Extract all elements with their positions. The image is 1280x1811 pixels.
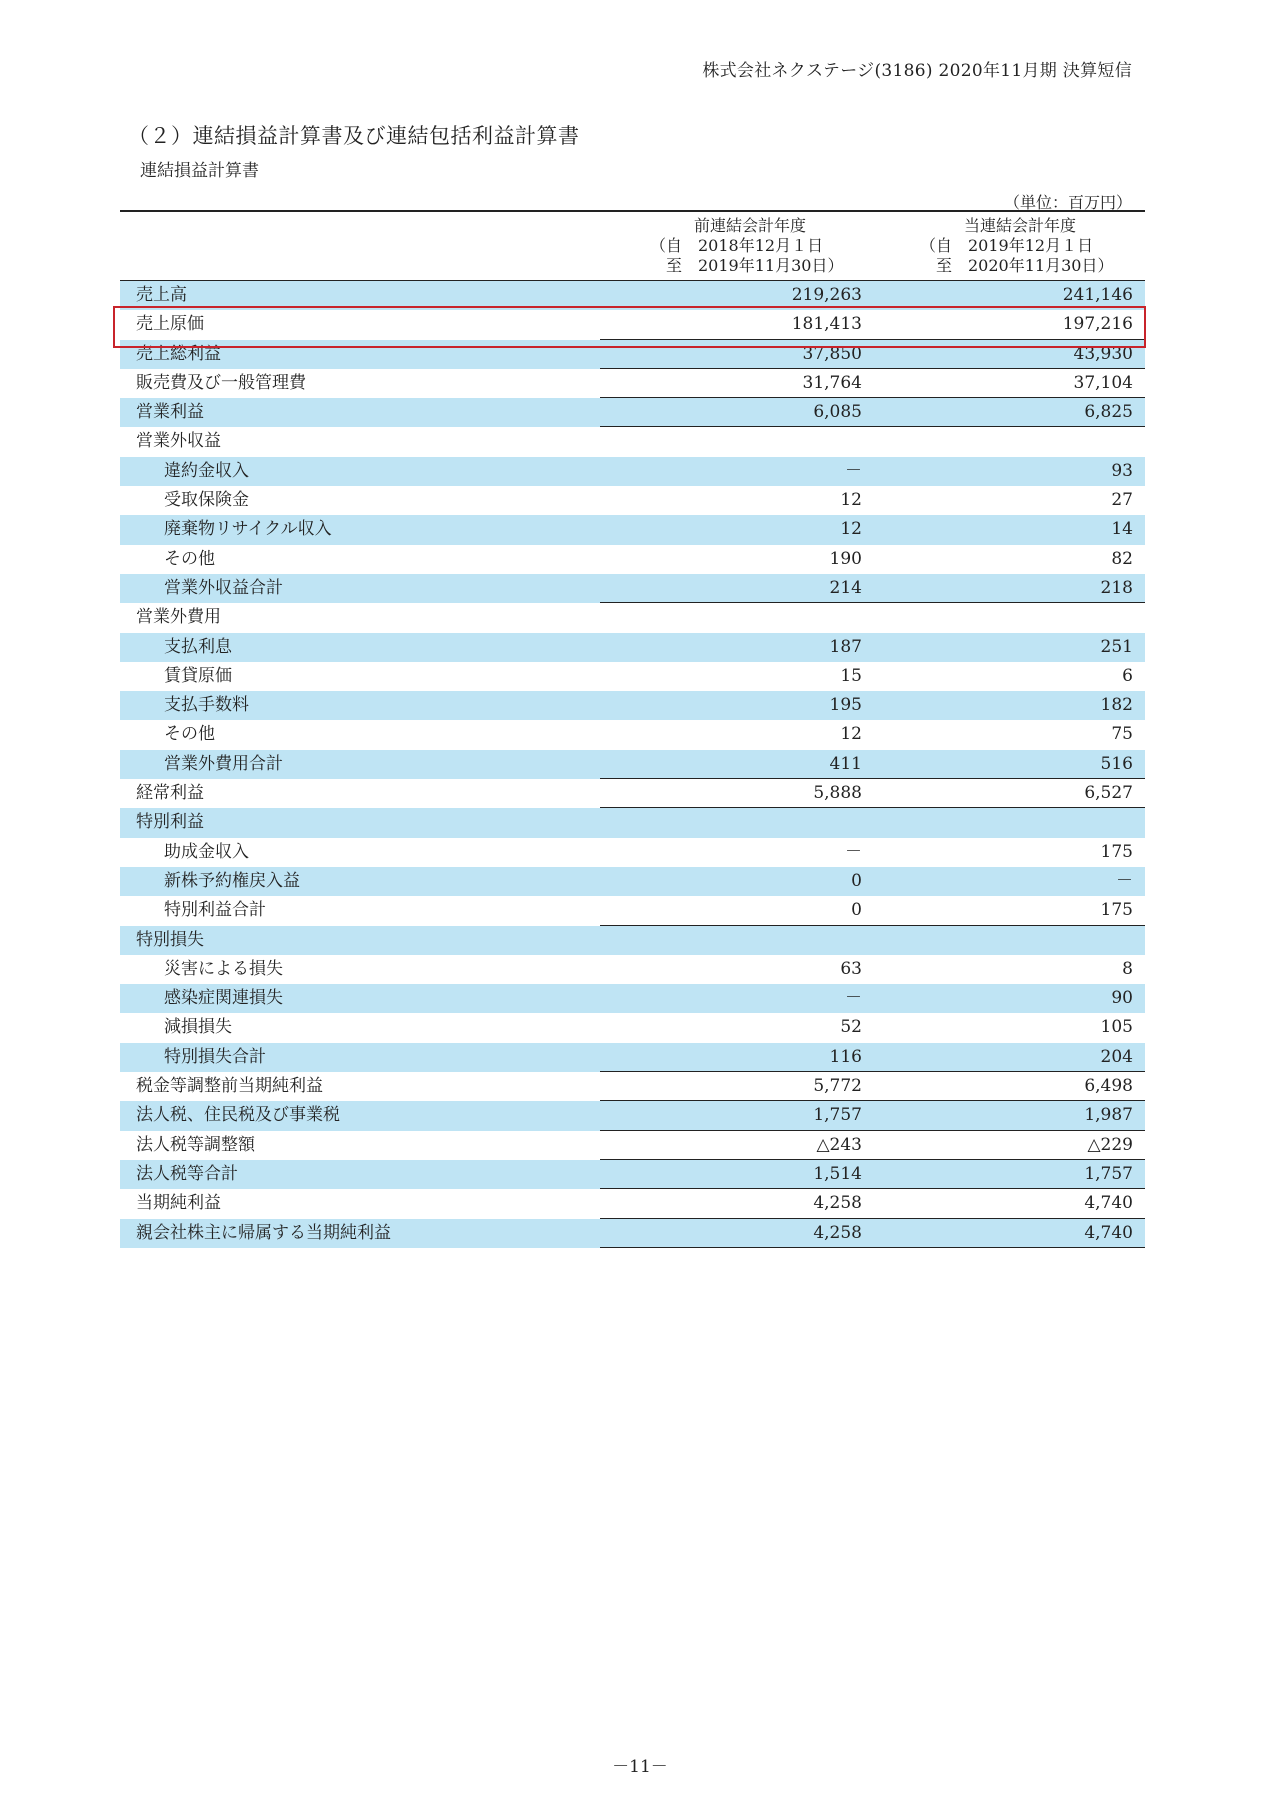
curr-period-value: 93: [1111, 460, 1133, 481]
table-row: [120, 281, 1145, 310]
row-label: 廃棄物リサイクル収入: [164, 519, 332, 540]
row-label: 税金等調整前当期純利益: [136, 1076, 323, 1097]
row-label: 特別利益合計: [164, 900, 266, 921]
row-label: 減損損失: [164, 1017, 232, 1038]
curr-period-value: 251: [1100, 636, 1133, 657]
table-row: [120, 867, 1145, 896]
prev-period-value: －: [845, 460, 862, 481]
row-label: その他: [164, 548, 215, 569]
row-label: 法人税等調整額: [136, 1134, 255, 1155]
table-row: [120, 369, 1145, 398]
row-label: 経常利益: [136, 783, 204, 804]
prev-period-header: [650, 216, 850, 276]
table-row: [120, 515, 1145, 544]
row-label: 営業外収益合計: [164, 577, 283, 598]
curr-period-value: 8: [1122, 958, 1133, 979]
table-row: [120, 1189, 1145, 1218]
row-label: 感染症関連損失: [164, 988, 283, 1009]
prev-period-value: 4,258: [813, 1222, 862, 1243]
prev-period-value: 0: [851, 870, 862, 891]
table-row: [120, 1131, 1145, 1160]
curr-period-value: 175: [1100, 900, 1133, 921]
prev-period-value: 12: [840, 490, 862, 511]
row-label: 売上原価: [136, 314, 204, 335]
table-row: [120, 720, 1145, 749]
row-label: 法人税等合計: [136, 1163, 238, 1184]
curr-period-to: 至 2020年11月30日）: [920, 256, 1114, 275]
row-label: 新株予約権戻入益: [164, 870, 300, 891]
prev-period-value: 12: [840, 519, 862, 540]
prev-period-value: 187: [829, 636, 862, 657]
row-label: 助成金収入: [164, 841, 249, 862]
row-label: 営業外収益: [136, 431, 221, 452]
curr-period-value: 6: [1122, 665, 1133, 686]
row-label: 違約金収入: [164, 460, 249, 481]
prev-period-value: 5,888: [813, 783, 862, 804]
curr-period-value: 82: [1111, 548, 1133, 569]
curr-period-value: 175: [1100, 841, 1133, 862]
prev-period-value: 219,263: [791, 285, 862, 305]
table-row: [120, 750, 1145, 779]
table-row: [120, 1013, 1145, 1042]
curr-period-value: 6,825: [1084, 402, 1133, 423]
table-row: [120, 926, 1145, 955]
curr-period-title: 当連結会計年度: [963, 216, 1076, 235]
curr-period-value: 75: [1111, 724, 1133, 745]
prev-period-value: 195: [829, 695, 862, 716]
curr-period-value: －: [1116, 870, 1133, 891]
prev-period-value: 116: [829, 1046, 862, 1067]
row-label: 営業利益: [136, 402, 204, 423]
prev-period-value: 6,085: [813, 402, 862, 423]
row-label: 支払手数料: [164, 695, 249, 716]
prev-period-value: △243: [816, 1134, 862, 1155]
curr-period-value: 241,146: [1062, 285, 1133, 305]
curr-period-value: 14: [1111, 519, 1133, 540]
prev-period-value: 1,757: [813, 1105, 862, 1126]
curr-period-value: 90: [1111, 988, 1133, 1009]
curr-period-value: 6,527: [1084, 783, 1133, 804]
prev-period-value: 4,258: [813, 1193, 862, 1214]
table-row: [120, 1043, 1145, 1072]
curr-period-value: 27: [1111, 490, 1133, 511]
row-label: その他: [164, 724, 215, 745]
table-row: [120, 691, 1145, 720]
table-row: [120, 398, 1145, 427]
row-label: 販売費及び一般管理費: [136, 372, 306, 393]
unit-label: （単位：百万円）: [1003, 193, 1132, 212]
table-row: [120, 486, 1145, 515]
column-headers: [120, 212, 1145, 280]
prev-period-value: 37,850: [802, 343, 862, 364]
prev-period-value: 5,772: [813, 1076, 862, 1097]
table-row: [120, 633, 1145, 662]
prev-period-value: 0: [851, 900, 862, 921]
prev-period-value: 12: [840, 724, 862, 745]
statement-title: 連結損益計算書: [140, 161, 259, 181]
prev-period-value: 190: [829, 548, 862, 569]
table-row: [120, 1160, 1145, 1189]
curr-period-from: （自 2019年12月１日: [920, 236, 1094, 255]
row-label: 特別損失合計: [164, 1046, 266, 1067]
row-label: 売上高: [136, 285, 187, 305]
row-label: 災害による損失: [164, 958, 283, 979]
curr-period-value: 218: [1100, 577, 1133, 598]
table-row: [120, 1072, 1145, 1101]
prev-period-value: 181,413: [791, 314, 862, 335]
table-row: [120, 808, 1145, 837]
curr-period-value: 1,987: [1084, 1105, 1133, 1126]
prev-period-from: （自 2018年12月１日: [650, 236, 824, 255]
table-row: [120, 310, 1145, 339]
row-label: 受取保険金: [164, 490, 249, 511]
table-row: [120, 838, 1145, 867]
table-row: [120, 1101, 1145, 1130]
row-label: 法人税、住民税及び事業税: [136, 1105, 340, 1126]
row-label: 支払利息: [164, 636, 232, 657]
row-label: 当期純利益: [136, 1193, 221, 1214]
curr-period-value: 182: [1100, 695, 1133, 716]
row-label: 営業外費用: [136, 607, 221, 628]
curr-period-value: 4,740: [1084, 1222, 1133, 1243]
table-row: [120, 574, 1145, 603]
row-label: 売上総利益: [136, 343, 221, 364]
page-number: －11－: [612, 1757, 668, 1777]
prev-period-title: 前連結会計年度: [693, 216, 806, 235]
table-row: [120, 662, 1145, 691]
table-row: [120, 427, 1145, 456]
prev-period-value: 63: [840, 958, 862, 979]
table-row: [120, 779, 1145, 808]
curr-period-value: △229: [1087, 1134, 1133, 1155]
curr-period-value: 1,757: [1084, 1163, 1133, 1184]
curr-period-value: 105: [1100, 1017, 1133, 1038]
prev-period-value: －: [845, 841, 862, 862]
table-body: [120, 281, 1145, 1248]
curr-period-value: 37,104: [1073, 372, 1133, 393]
income-statement-table: [120, 210, 1145, 1248]
prev-period-value: 411: [829, 753, 862, 774]
table-row: [120, 896, 1145, 925]
row-label: 特別利益: [136, 812, 204, 833]
section-title: （２）連結損益計算書及び連結包括利益計算書: [128, 124, 580, 148]
prev-period-value: 214: [829, 577, 862, 598]
curr-period-value: 204: [1100, 1046, 1133, 1067]
curr-period-value: 6,498: [1084, 1076, 1133, 1097]
curr-period-value: 4,740: [1084, 1193, 1133, 1214]
prev-period-value: 1,514: [813, 1163, 862, 1184]
row-label: 親会社株主に帰属する当期純利益: [136, 1222, 391, 1243]
row-label: 営業外費用合計: [164, 753, 283, 774]
curr-period-header: [920, 216, 1120, 276]
row-label: 賃貸原価: [164, 665, 232, 686]
prev-period-to: 至 2019年11月30日）: [650, 256, 844, 275]
curr-period-value: 197,216: [1062, 314, 1133, 335]
prev-period-value: 52: [840, 1017, 862, 1038]
curr-period-value: 43,930: [1073, 343, 1133, 364]
prev-period-value: 15: [840, 665, 862, 686]
table-row: [120, 1219, 1145, 1248]
table-row: [120, 984, 1145, 1013]
table-row: [120, 955, 1145, 984]
table-row: [120, 545, 1145, 574]
table-row: [120, 457, 1145, 486]
table-row: [120, 340, 1145, 369]
prev-period-value: 31,764: [802, 372, 862, 393]
table-row: [120, 603, 1145, 632]
curr-period-value: 516: [1100, 753, 1133, 774]
prev-period-value: －: [845, 988, 862, 1009]
document-header: 株式会社ネクステージ(3186) 2020年11月期 決算短信: [702, 61, 1132, 81]
row-label: 特別損失: [136, 929, 204, 950]
